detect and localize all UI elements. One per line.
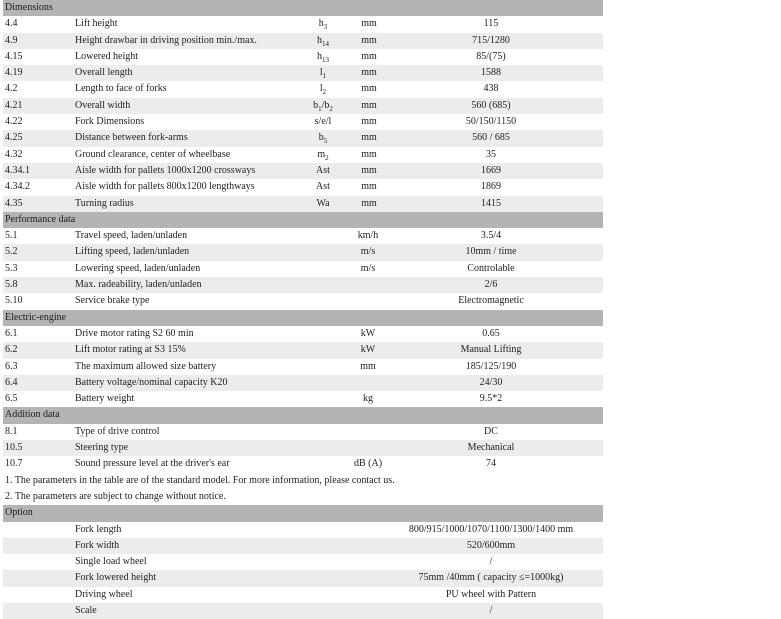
spec-symbol: $b_5$	[318, 132, 328, 146]
section-title: Electric-engine	[5, 311, 67, 323]
spec-value: 560 / 685	[472, 132, 510, 144]
spec-description: Overall width	[75, 99, 131, 111]
spec-symbol: $h_3$	[318, 18, 328, 32]
spec-symbol: Ast	[316, 164, 330, 176]
spec-unit: mm	[361, 34, 377, 46]
spec-description: Battery weight	[75, 393, 135, 405]
spec-unit: mm	[361, 132, 377, 144]
spec-number: 4.34.2	[5, 181, 30, 193]
spec-description: Fork Dimensions	[75, 116, 145, 128]
spec-unit: kW	[360, 344, 376, 356]
spec-symbol: $h_{14}$	[317, 34, 329, 48]
spec-description: Turning radius	[75, 197, 134, 209]
spec-description: Aisle width for pallets 1000x1200 crossways	[75, 164, 256, 176]
spec-number: 4.2	[5, 83, 18, 95]
spec-value: 35	[486, 148, 496, 160]
spec-number: 4.22	[5, 116, 23, 128]
spec-value: 438	[483, 83, 499, 95]
option-row	[3, 538, 603, 554]
spec-row	[3, 440, 603, 456]
spec-number: 4.15	[5, 50, 23, 62]
footnote	[3, 489, 603, 505]
footnote-text: 1. The parameters in the table are of the standard model. For more information, please contact us.	[5, 474, 395, 486]
option-row	[3, 554, 603, 570]
spec-description: Lowered height	[75, 50, 139, 62]
spec-unit: mm	[361, 181, 377, 193]
spec-description: Type of drive control	[75, 425, 160, 437]
spec-value: 10mm / time	[465, 246, 517, 258]
spec-unit: mm	[361, 99, 377, 111]
option-row	[3, 603, 603, 619]
spec-value: Electromagnetic	[458, 295, 524, 307]
spec-unit: mm	[361, 50, 377, 62]
spec-number: 5.3	[5, 262, 18, 274]
spec-row	[3, 147, 603, 163]
spec-number: 5.8	[5, 279, 18, 291]
option-value: 520/600mm	[466, 539, 516, 551]
spec-number: 4.9	[5, 34, 18, 46]
option-row	[3, 570, 603, 586]
spec-number: 6.1	[5, 327, 18, 339]
spec-number: 5.10	[5, 295, 23, 307]
spec-number: 10.5	[5, 442, 23, 454]
spec-number: 4.19	[5, 67, 23, 79]
spec-value: 50/150/1150	[465, 116, 517, 128]
spec-description: Sound pressure level at the driver's ear	[75, 458, 230, 470]
section-header-performance	[3, 212, 603, 228]
spec-description: Steering type	[75, 442, 129, 454]
spec-row	[3, 179, 603, 195]
spec-number: 10.7	[5, 458, 23, 470]
spec-description: Ground clearance, center of wheelbase	[75, 148, 231, 160]
spec-value: 1415	[481, 197, 501, 209]
spec-symbol: Ast	[316, 181, 330, 193]
spec-unit: mm	[361, 116, 377, 128]
option-name: Driving wheel	[75, 588, 133, 600]
section-title: Option	[5, 507, 33, 519]
option-row	[3, 522, 603, 538]
spec-symbol: $m_2$	[317, 148, 329, 162]
spec-value: 9.5*2	[479, 393, 503, 405]
spec-value: 3.5/4	[480, 230, 502, 242]
footnote	[3, 473, 603, 489]
spec-symbol: $l_2$	[319, 83, 327, 97]
spec-value: 715/1280	[472, 34, 510, 46]
spec-value: 24/30	[479, 376, 503, 388]
spec-symbol: $b_1/b_2$	[313, 99, 333, 113]
option-value: /	[489, 556, 493, 568]
option-name: Fork width	[75, 539, 120, 551]
spec-value: Mechanical	[467, 442, 515, 454]
spec-value: Controlable	[467, 262, 515, 274]
spec-value: 185/125/190	[465, 360, 517, 372]
spec-row	[3, 293, 603, 309]
spec-description: Travel speed, laden/unladen	[75, 230, 188, 242]
spec-row	[3, 375, 603, 391]
spec-row	[3, 424, 603, 440]
spec-row	[3, 163, 603, 179]
spec-row	[3, 277, 603, 293]
spec-row	[3, 81, 603, 97]
option-row	[3, 587, 603, 603]
spec-description: Height drawbar in driving position min./max.	[75, 34, 257, 46]
spec-row	[3, 359, 603, 375]
spec-row	[3, 49, 603, 65]
spec-number: 4.34.1	[5, 164, 30, 176]
spec-row	[3, 98, 603, 114]
spec-description: Lowering speed, laden/unladen	[75, 262, 201, 274]
spec-number: 6.4	[5, 376, 18, 388]
spec-row	[3, 33, 603, 49]
section-header-addition	[3, 407, 603, 423]
option-value: 75mm /40mm ( capacity ≤=1000kg)	[418, 572, 564, 584]
spec-number: 5.2	[5, 246, 18, 258]
spec-description: Lift motor rating at S3 15%	[75, 344, 186, 356]
spec-row	[3, 114, 603, 130]
spec-description: Drive motor rating S2 60 min	[75, 327, 194, 339]
spec-number: 5.1	[5, 230, 18, 242]
spec-unit: mm	[361, 83, 377, 95]
spec-number: 6.3	[5, 360, 18, 372]
spec-row	[3, 228, 603, 244]
spec-value: 1669	[481, 164, 501, 176]
section-header-electric	[3, 310, 603, 326]
spec-description: Lifting speed, laden/unladen	[75, 246, 190, 258]
spec-number: 4.32	[5, 148, 23, 160]
section-title: Addition data	[5, 409, 60, 421]
option-name: Single load wheel	[75, 556, 147, 568]
spec-row	[3, 261, 603, 277]
spec-description: Service brake type	[75, 295, 150, 307]
spec-row	[3, 244, 603, 260]
spec-unit: m/s	[360, 262, 376, 274]
spec-row	[3, 16, 603, 32]
spec-unit: mm	[360, 360, 376, 372]
spec-value: DC	[484, 425, 498, 437]
section-title: Dimensions	[5, 2, 53, 13]
spec-value: 85/(75)	[476, 50, 506, 62]
spec-symbol: Wa	[316, 197, 330, 209]
section-header-dimensions	[3, 0, 603, 16]
spec-description: Aisle width for pallets 800x1200 lengthways	[75, 181, 255, 193]
spec-description: The maximum allowed size battery	[75, 360, 217, 372]
spec-row	[3, 130, 603, 146]
spec-unit: mm	[361, 18, 377, 30]
spec-description: Battery voltage/nominal capacity K20	[75, 376, 228, 388]
spec-number: 4.21	[5, 99, 23, 111]
spec-unit: kg	[363, 393, 373, 405]
spec-description: Lift height	[75, 18, 118, 30]
spec-value: 115	[483, 18, 499, 30]
option-value: PU wheel with Pattern	[445, 588, 537, 600]
spec-row	[3, 342, 603, 358]
spec-number: 8.1	[5, 425, 18, 437]
option-name: Scale	[75, 604, 97, 616]
spec-number: 4.35	[5, 197, 23, 209]
section-header-option	[3, 505, 603, 521]
spec-sheet	[3, 0, 603, 619]
spec-unit: km/h	[357, 230, 379, 242]
spec-symbol: $l_1$	[319, 67, 327, 81]
spec-symbol: s/e/l	[314, 116, 332, 128]
spec-description: Distance between fork-arms	[75, 132, 188, 144]
spec-number: 4.25	[5, 132, 23, 144]
spec-symbol: $h_{13}$	[317, 50, 329, 64]
spec-unit: mm	[361, 197, 377, 209]
spec-row	[3, 391, 603, 407]
footnote-text: 2. The parameters are subject to change without notice.	[5, 490, 226, 502]
spec-unit: kW	[360, 327, 376, 339]
spec-unit: mm	[361, 148, 377, 160]
spec-number: 6.5	[5, 393, 18, 405]
section-title: Performance data	[5, 213, 76, 225]
option-value: /	[489, 604, 493, 616]
spec-row	[3, 456, 603, 472]
spec-description: Length to face of forks	[75, 83, 167, 95]
spec-value: 1869	[481, 181, 501, 193]
spec-number: 6.2	[5, 344, 18, 356]
spec-row	[3, 326, 603, 342]
spec-row	[3, 196, 603, 212]
option-value: 800/915/1000/1070/1100/1300/1400 mm	[408, 523, 574, 535]
spec-value: 74	[486, 458, 496, 470]
spec-value: 560 (685)	[471, 99, 511, 111]
spec-unit: mm	[361, 67, 377, 79]
spec-unit: mm	[361, 164, 377, 176]
spec-value: 2/6	[484, 279, 498, 291]
option-name: Fork length	[75, 523, 122, 535]
spec-value: 0.65	[482, 327, 500, 339]
spec-unit: m/s	[360, 246, 376, 258]
spec-description: Max. radeability, laden/unladen	[75, 279, 202, 291]
spec-row	[3, 65, 603, 81]
option-name: Fork lowered height	[75, 572, 157, 584]
spec-unit: dB (A)	[353, 458, 383, 470]
spec-number: 4.4	[5, 18, 18, 30]
spec-value: Manual Lifting	[460, 344, 522, 356]
spec-value: 1588	[481, 67, 501, 79]
spec-description: Overall length	[75, 67, 133, 79]
